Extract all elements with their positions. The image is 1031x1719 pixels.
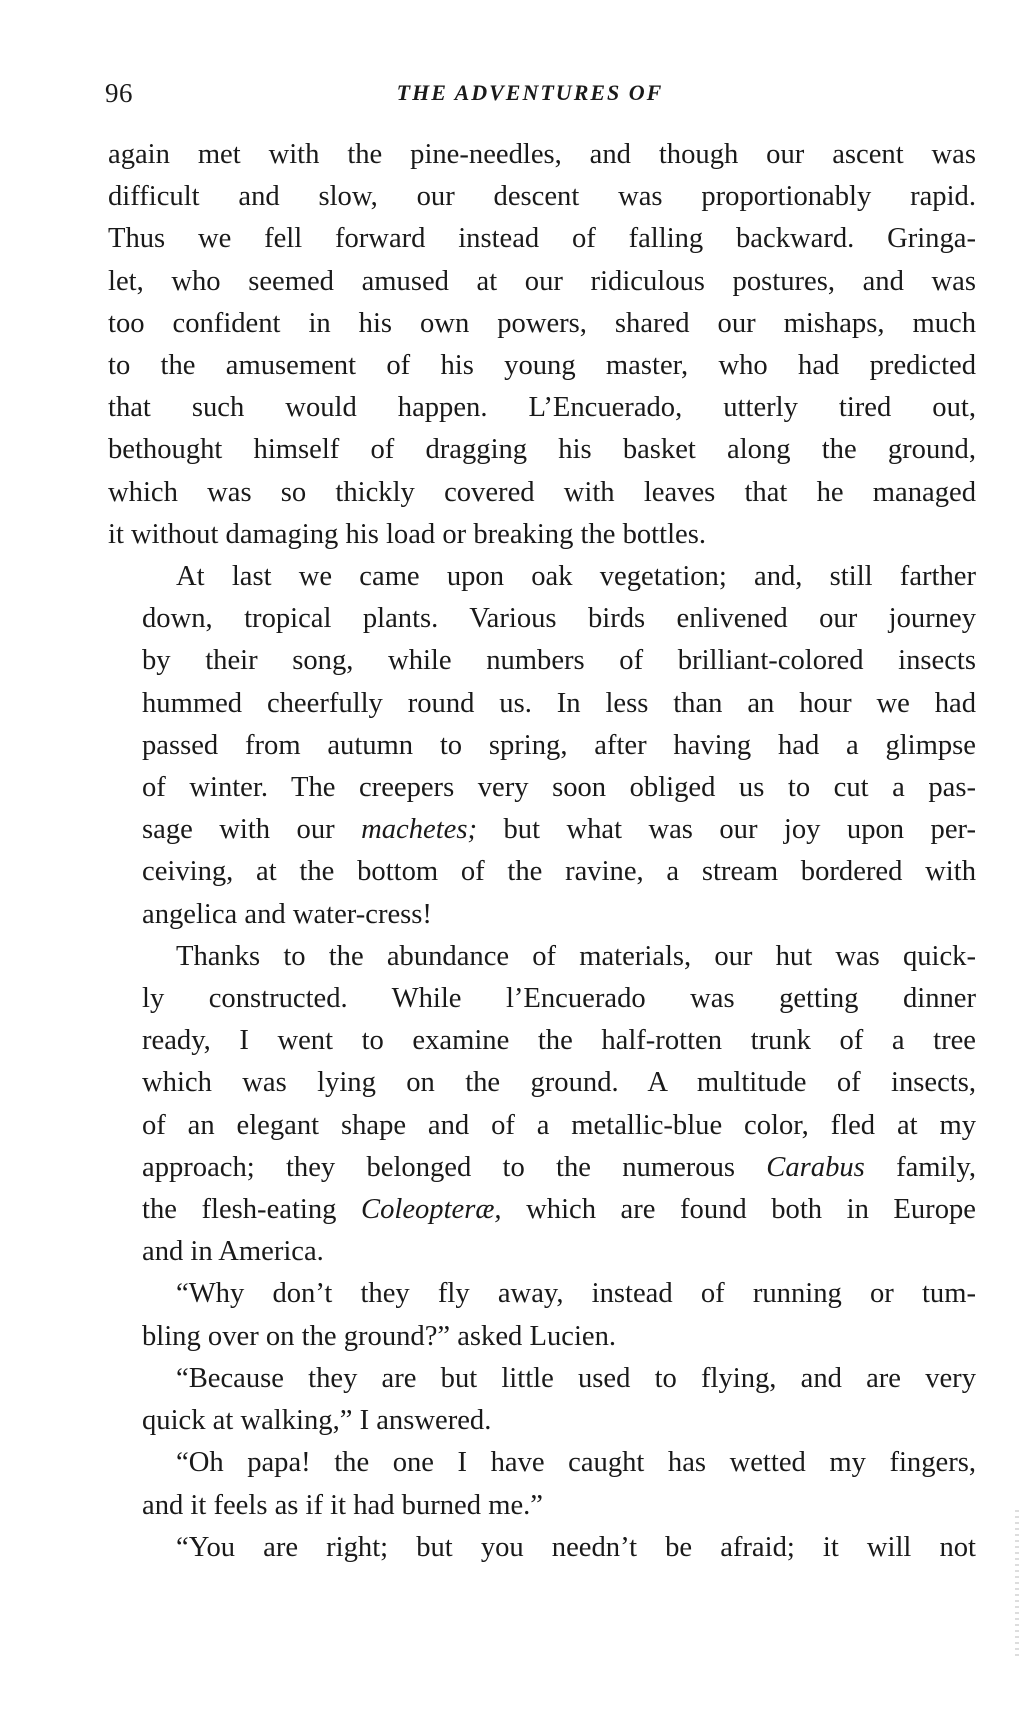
running-title: THE ADVENTURES OF (396, 80, 664, 105)
page-header (105, 78, 975, 114)
paragraph-3 (108, 936, 976, 1274)
italic-word: Coleopteræ, (361, 1194, 502, 1226)
text-line: it without damaging his load or breaking the bottles. (108, 518, 706, 550)
text-line: ready, I went to examine the half-rotten trunk of a tree (142, 1025, 976, 1057)
text-segment: family, (896, 1151, 976, 1183)
text-line: let, who seemed amused at our ridiculous postures, and was (108, 265, 976, 297)
text-line: “Oh papa! the one I have caught has wetted my fingers, (176, 1447, 976, 1479)
text-line: that such would happen. L’Encuerado, utterly tired out, (108, 392, 976, 424)
text-line: too confident in his own powers, shared our mishaps, much (108, 307, 976, 339)
text-line: and in America. (142, 1236, 324, 1268)
text-line: of winter. The creepers very soon obliged us to cut a pas- (142, 772, 976, 804)
text-line: ceiving, at the bottom of the ravine, a stream bordered with (142, 856, 976, 888)
text-segment: sage with our (142, 814, 335, 846)
text-line: passed from autumn to spring, after having had a glimpse (142, 729, 976, 761)
text-segment: the flesh-eating (142, 1194, 337, 1226)
paragraph-7 (108, 1527, 976, 1569)
body-text (108, 134, 976, 1569)
text-segment: approach; they belonged to the numerous (142, 1151, 736, 1183)
text-line: by their song, while numbers of brilliant-colored insects (142, 645, 976, 677)
italic-word: Carabus (766, 1151, 865, 1183)
text-line: which was so thickly covered with leaves that he managed (108, 476, 976, 508)
paragraph-5 (108, 1358, 976, 1442)
text-line: “Because they are but little used to flying, and are very (176, 1362, 976, 1394)
text-line: again met with the pine-needles, and though our ascent was (108, 139, 976, 170)
text-line-mixed (108, 1189, 976, 1231)
text-line: “Why don’t they fly away, instead of running or tum- (176, 1278, 976, 1310)
text-line: down, tropical plants. Various birds enlivened our journey (142, 603, 976, 635)
margin-scan-artifact (1015, 1510, 1019, 1660)
text-line: “You are right; but you needn’t be afraid; it will not (176, 1531, 976, 1563)
text-line: Thanks to the abundance of materials, our hut was quick- (176, 940, 976, 972)
text-line-mixed (108, 809, 976, 851)
text-line: At last we came upon oak vegetation; and, still farther (176, 561, 976, 593)
page-number: 96 (105, 78, 133, 108)
text-line: Thus we fell forward instead of falling backward. Gringa- (108, 223, 976, 255)
text-line: bling over on the ground?” asked Lucien. (142, 1320, 617, 1352)
paragraph-1 (108, 134, 976, 556)
text-line: hummed cheerfully round us. In less than an hour we had (142, 687, 976, 719)
text-segment: but what was our joy upon per- (503, 814, 977, 846)
text-line: difficult and slow, our descent was proportionably rapid. (108, 181, 976, 213)
italic-word: machetes; (361, 814, 478, 846)
text-segment: which are found both in Europe (526, 1194, 976, 1226)
text-line: of an elegant shape and of a metallic-blue color, fled at my (142, 1109, 976, 1141)
text-line: bethought himself of dragging his basket along the ground, (108, 434, 976, 466)
paragraph-4 (108, 1273, 976, 1357)
paragraph-6 (108, 1442, 976, 1526)
text-line: which was lying on the ground. A multitude of insects, (142, 1067, 976, 1099)
text-line: quick at walking,” I answered. (142, 1405, 492, 1437)
text-line-mixed (108, 1147, 976, 1189)
text-line: and it feels as if it had burned me.” (142, 1489, 543, 1521)
paragraph-2 (108, 556, 976, 936)
text-line: to the amusement of his young master, who had predicted (108, 350, 976, 382)
text-line: ly constructed. While l’Encuerado was getting dinner (142, 983, 976, 1015)
text-line: angelica and water-cress! (142, 898, 432, 930)
